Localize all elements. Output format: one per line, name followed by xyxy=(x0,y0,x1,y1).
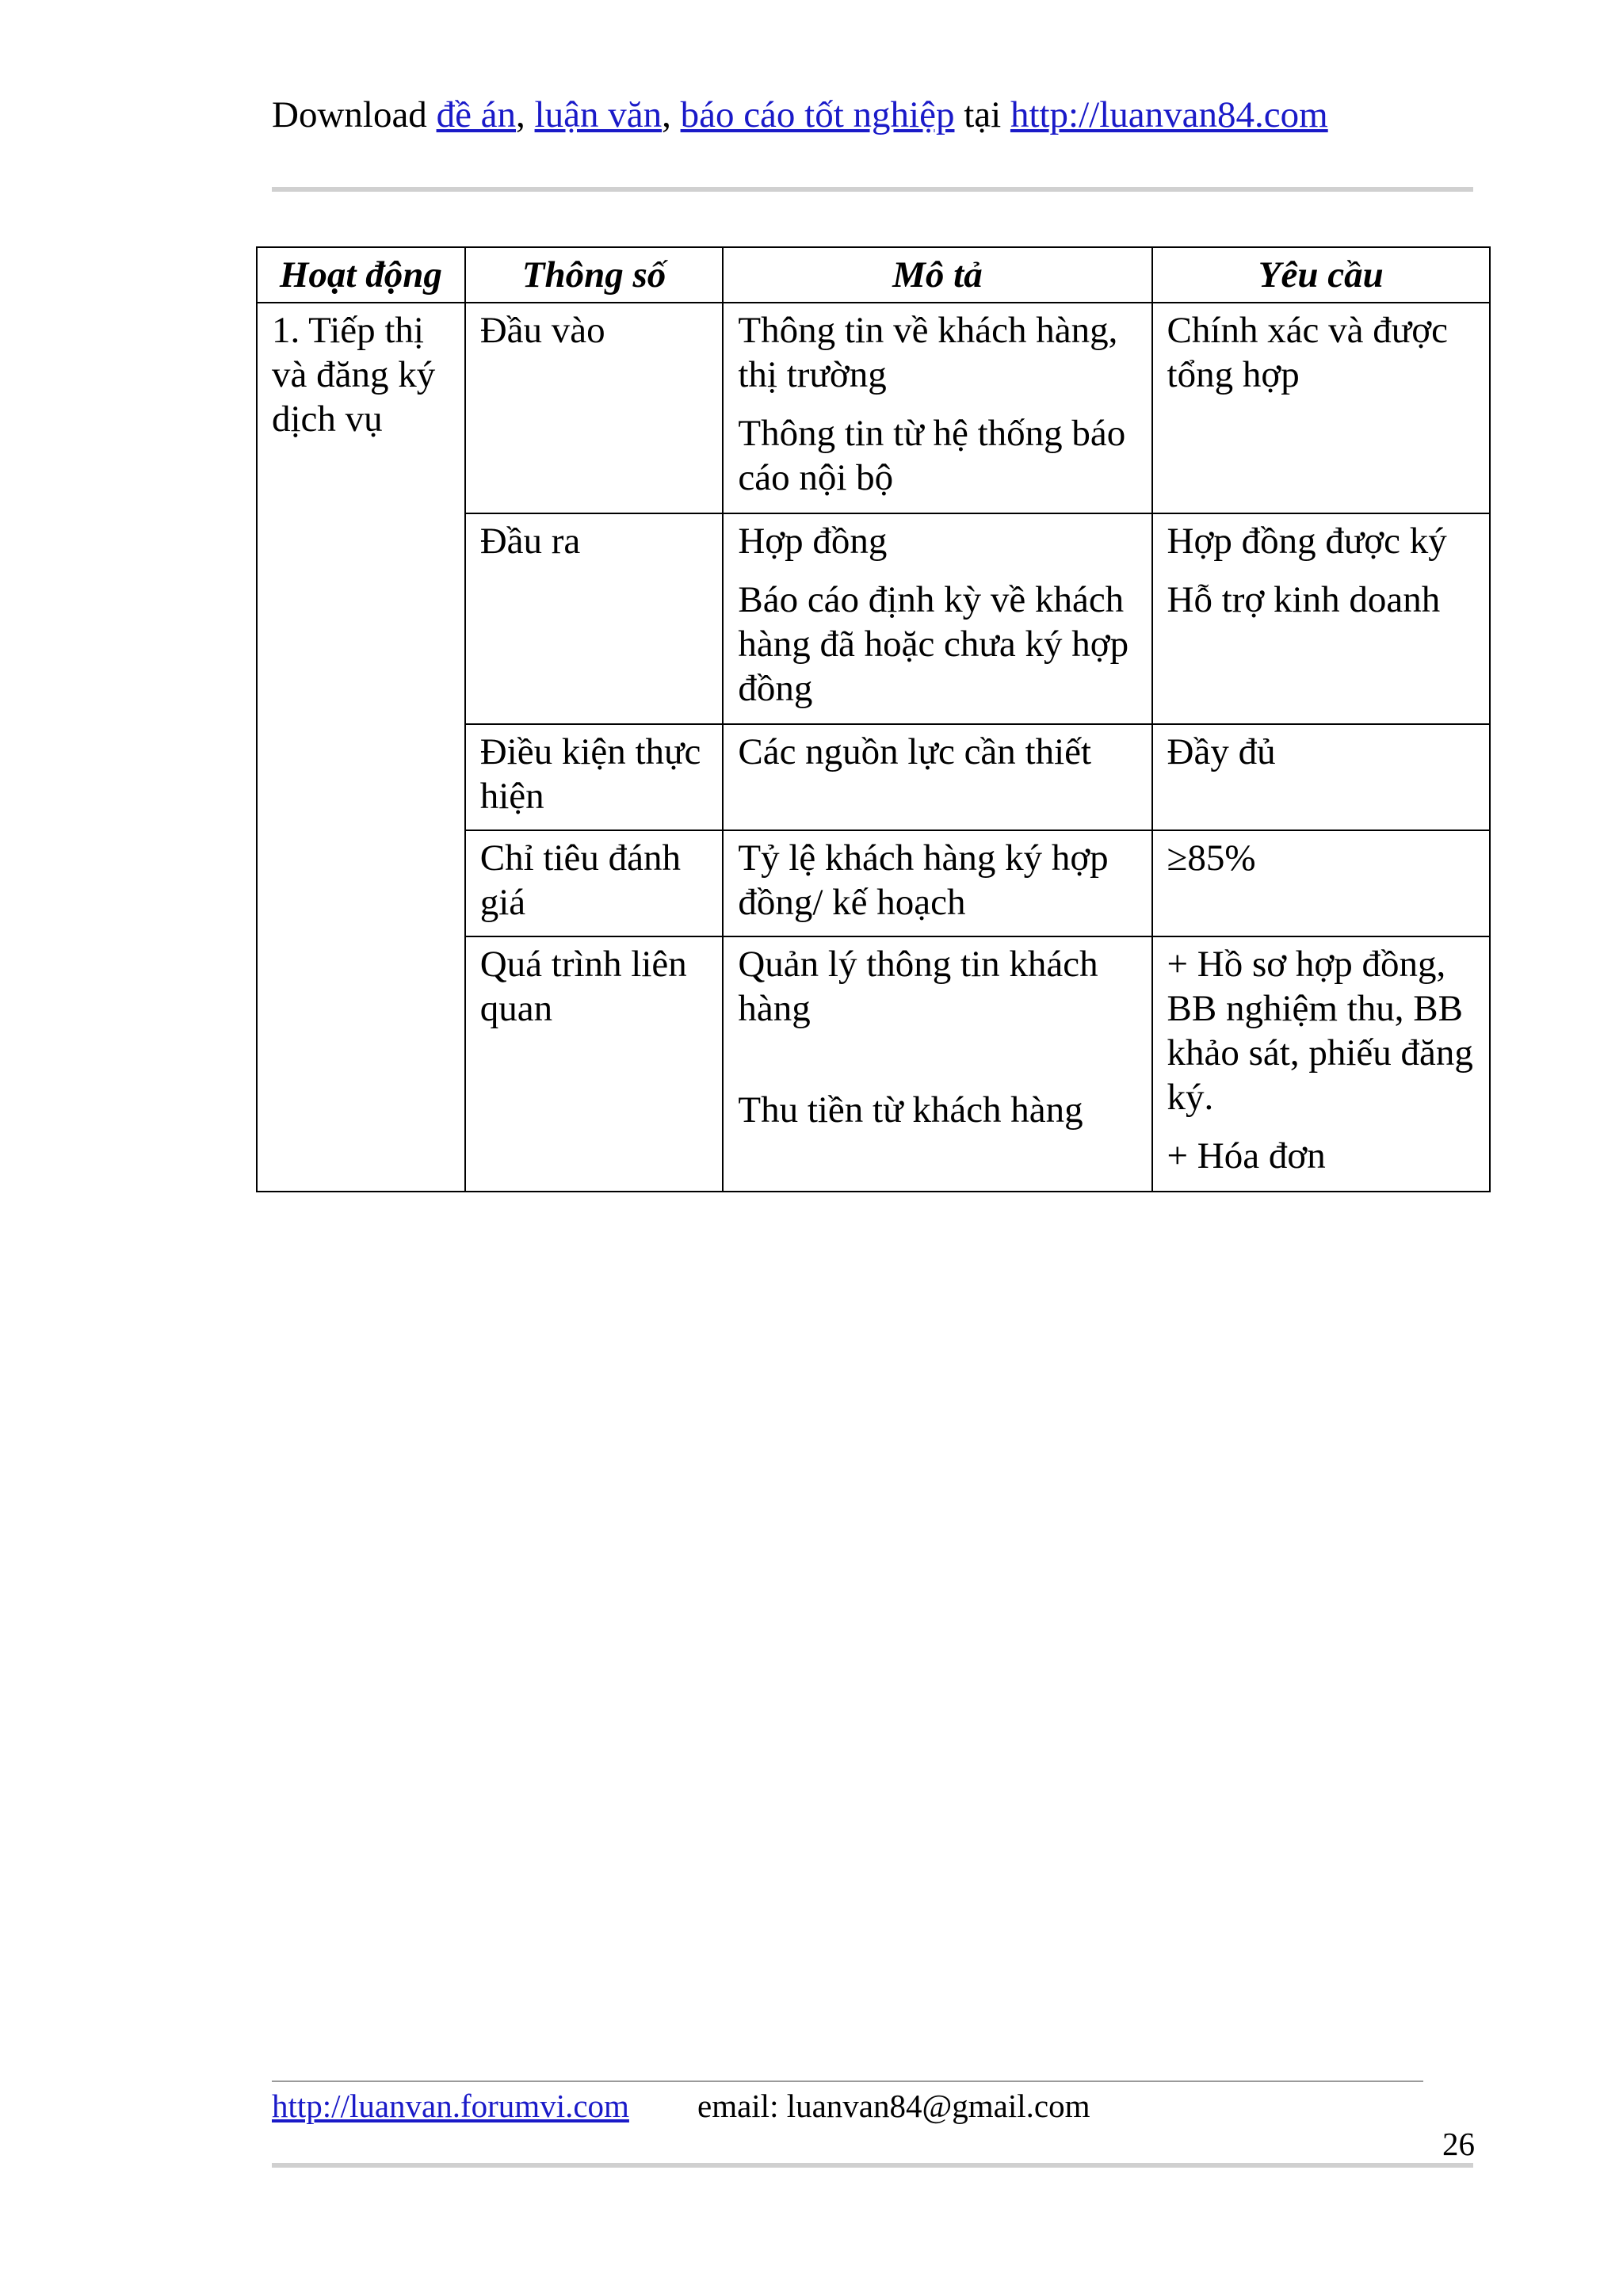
header-link-de-an[interactable]: đề án xyxy=(436,94,517,135)
desc-text: Thu tiền từ khách hàng xyxy=(738,1089,1083,1131)
activity-line: và đăng ký xyxy=(272,354,436,395)
header-rule xyxy=(272,187,1473,192)
req-cell xyxy=(1152,830,1490,936)
param-cell: Đầu vào xyxy=(465,303,724,513)
param-cell: Chỉ tiêu đánh giá xyxy=(465,830,724,936)
table-header-row xyxy=(257,247,1490,303)
req-text: ≥85% xyxy=(1167,837,1256,879)
footer-bottom-rule xyxy=(272,2163,1473,2168)
header-link-bao-cao[interactable]: báo cáo tốt nghiệp xyxy=(680,94,955,135)
desc-cell xyxy=(723,303,1151,513)
req-text: + Hóa đơn xyxy=(1167,1135,1326,1177)
desc-text: Thông tin về khách hàng, thị trường xyxy=(738,310,1118,395)
activity-cell xyxy=(257,303,465,1192)
table-row xyxy=(257,303,1490,513)
desc-text: Báo cáo định kỳ về khách hàng đã hoặc chưa ký hợp đồng xyxy=(738,579,1129,709)
desc-cell xyxy=(723,830,1151,936)
header-thong-so: Thông số xyxy=(465,247,724,303)
header-link-site[interactable]: http://luanvan84.com xyxy=(1010,94,1328,135)
footer-email: email: luanvan84@gmail.com xyxy=(697,2088,1090,2124)
desc-cell xyxy=(723,936,1151,1192)
desc-text: Các nguồn lực cần thiết xyxy=(738,731,1092,772)
header-sep: , xyxy=(662,94,681,135)
req-text: + Hồ sơ hợp đồng, BB nghiệm thu, BB khảo sát, phiếu đăng ký. xyxy=(1167,944,1473,1118)
page-number: 26 xyxy=(1442,2126,1475,2162)
footer-rule xyxy=(272,2081,1423,2082)
desc-text: Thông tin từ hệ thống báo cáo nội bộ xyxy=(738,413,1126,498)
header-prefix: Download xyxy=(272,94,437,135)
header-yeu-cau: Yêu cầu xyxy=(1152,247,1490,303)
param-cell: Quá trình liên quan xyxy=(465,936,724,1192)
req-cell xyxy=(1152,303,1490,513)
desc-text: Hợp đồng xyxy=(738,521,888,562)
activity-line: 1. Tiếp thị xyxy=(272,310,424,351)
header-mo-ta: Mô tả xyxy=(723,247,1151,303)
param-cell: Đầu ra xyxy=(465,513,724,724)
header-link-luan-van[interactable]: luận văn xyxy=(534,94,663,135)
req-text: Chính xác và được tổng hợp xyxy=(1167,310,1448,395)
req-cell xyxy=(1152,513,1490,724)
page-header xyxy=(272,93,1328,136)
header-hoat-dong: Hoạt động xyxy=(257,247,465,303)
desc-cell xyxy=(723,513,1151,724)
activity-line: dịch vụ xyxy=(272,399,383,440)
header-sep: , xyxy=(516,94,535,135)
desc-text: Tỷ lệ khách hàng ký hợp đồng/ kế hoạch xyxy=(738,837,1109,923)
footer-link[interactable]: http://luanvan.forumvi.com xyxy=(272,2088,629,2124)
req-text: Hợp đồng được ký xyxy=(1167,521,1447,562)
param-cell: Điều kiện thực hiện xyxy=(465,724,724,830)
process-table xyxy=(256,246,1491,1192)
header-mid: tại xyxy=(954,94,1010,135)
desc-cell xyxy=(723,724,1151,830)
req-cell xyxy=(1152,724,1490,830)
req-text: Đầy đủ xyxy=(1167,731,1276,772)
desc-text: Quản lý thông tin khách hàng xyxy=(738,944,1098,1029)
req-text: Hỗ trợ kinh doanh xyxy=(1167,579,1441,620)
req-cell xyxy=(1152,936,1490,1192)
